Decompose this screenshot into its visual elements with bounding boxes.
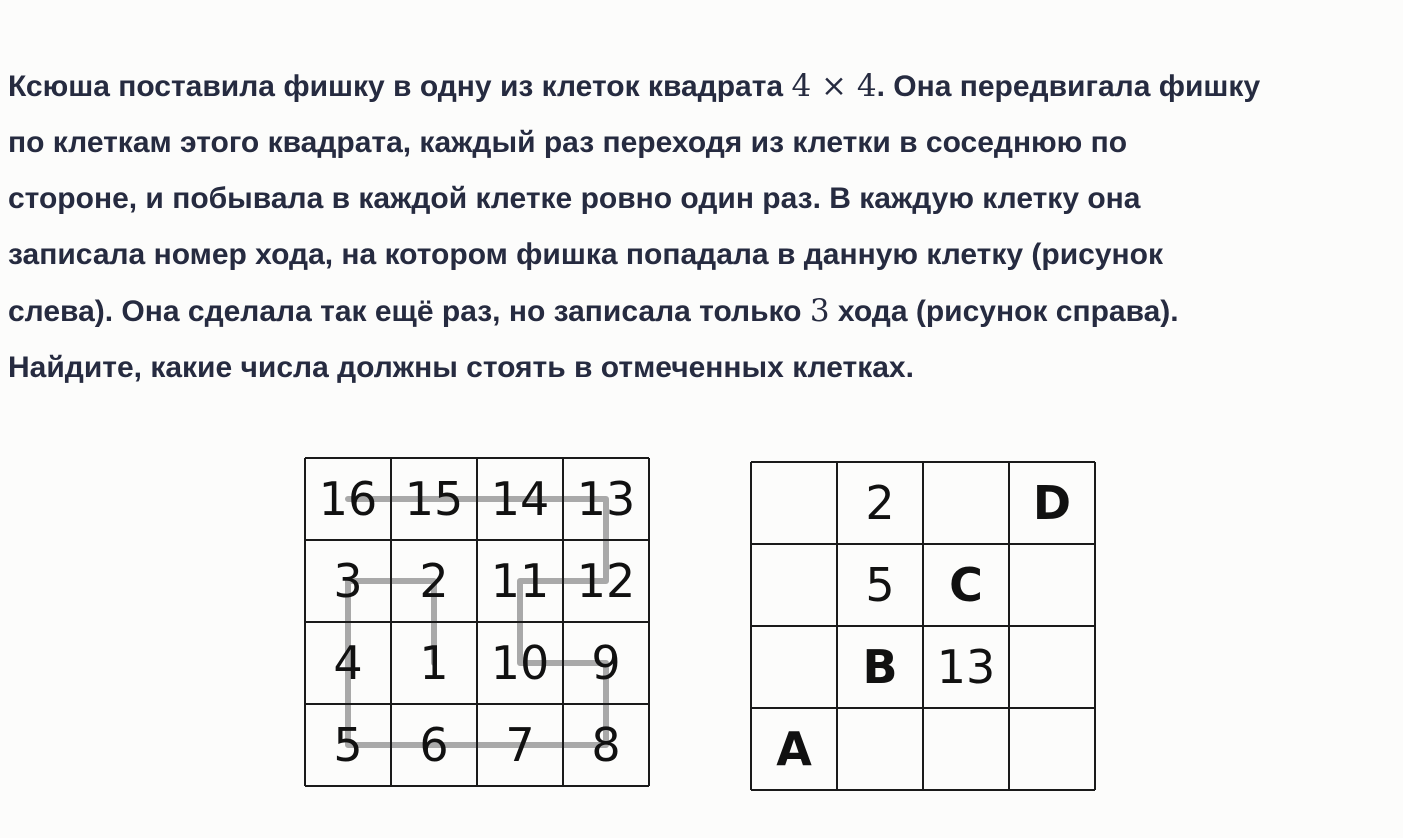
cell-number: 13 bbox=[576, 472, 636, 526]
cell-number: 5 bbox=[865, 558, 895, 612]
problem-line-5 bbox=[8, 283, 1400, 340]
problem-line-3: стороне, и побывала в каждой клетке ровно один раз. В каждую клетку она bbox=[8, 182, 1141, 215]
cell-number: 14 bbox=[490, 472, 550, 526]
cell-number: 5 bbox=[333, 718, 363, 772]
cell-number: 16 bbox=[318, 472, 378, 526]
marked-cell-label: B bbox=[862, 640, 898, 694]
cell-number: 1 bbox=[419, 636, 449, 690]
cell-number: 2 bbox=[865, 476, 895, 530]
problem-text: слева). Она сделала так ещё раз, но записала только bbox=[8, 295, 810, 328]
moves-count-formula: 3 bbox=[809, 293, 830, 329]
example-grid-left bbox=[304, 457, 652, 789]
cell-number: 12 bbox=[576, 554, 636, 608]
problem-line-2: по клеткам этого квадрата, каждый раз переходя из клетки в соседнюю по bbox=[8, 126, 1128, 159]
cell-number: 6 bbox=[419, 718, 449, 772]
cell-number: 2 bbox=[419, 554, 449, 608]
problem-line-4: записала номер хода, на котором фишка попадала в данную клетку (рисунок bbox=[8, 238, 1163, 271]
cell-number: 15 bbox=[404, 472, 464, 526]
problem-text: . Она передвигала фишку bbox=[876, 70, 1261, 103]
cell-number: 8 bbox=[591, 718, 621, 772]
cell-number: 3 bbox=[333, 554, 363, 608]
marked-cell-label: D bbox=[1032, 476, 1072, 530]
grid-size-formula: 4 × 4 bbox=[791, 68, 877, 104]
cell-number: 13 bbox=[936, 640, 996, 694]
marked-cell-label: A bbox=[776, 722, 812, 776]
problem-statement bbox=[8, 58, 1400, 396]
cell-number: 9 bbox=[591, 636, 621, 690]
cell-number: 4 bbox=[333, 636, 363, 690]
cell-number: 10 bbox=[490, 636, 550, 690]
problem-line-6: Найдите, какие числа должны стоять в отмеченных клетках. bbox=[8, 351, 914, 384]
problem-text: Ксюша поставила фишку в одну из клеток квадрата bbox=[8, 70, 792, 103]
marked-cell-label: C bbox=[949, 558, 983, 612]
puzzle-grid-right bbox=[750, 461, 1098, 793]
cell-number: 11 bbox=[490, 554, 550, 608]
cell-number: 7 bbox=[505, 718, 535, 772]
problem-line-1 bbox=[8, 58, 1400, 115]
problem-text: хода (рисунок справа). bbox=[829, 295, 1179, 328]
